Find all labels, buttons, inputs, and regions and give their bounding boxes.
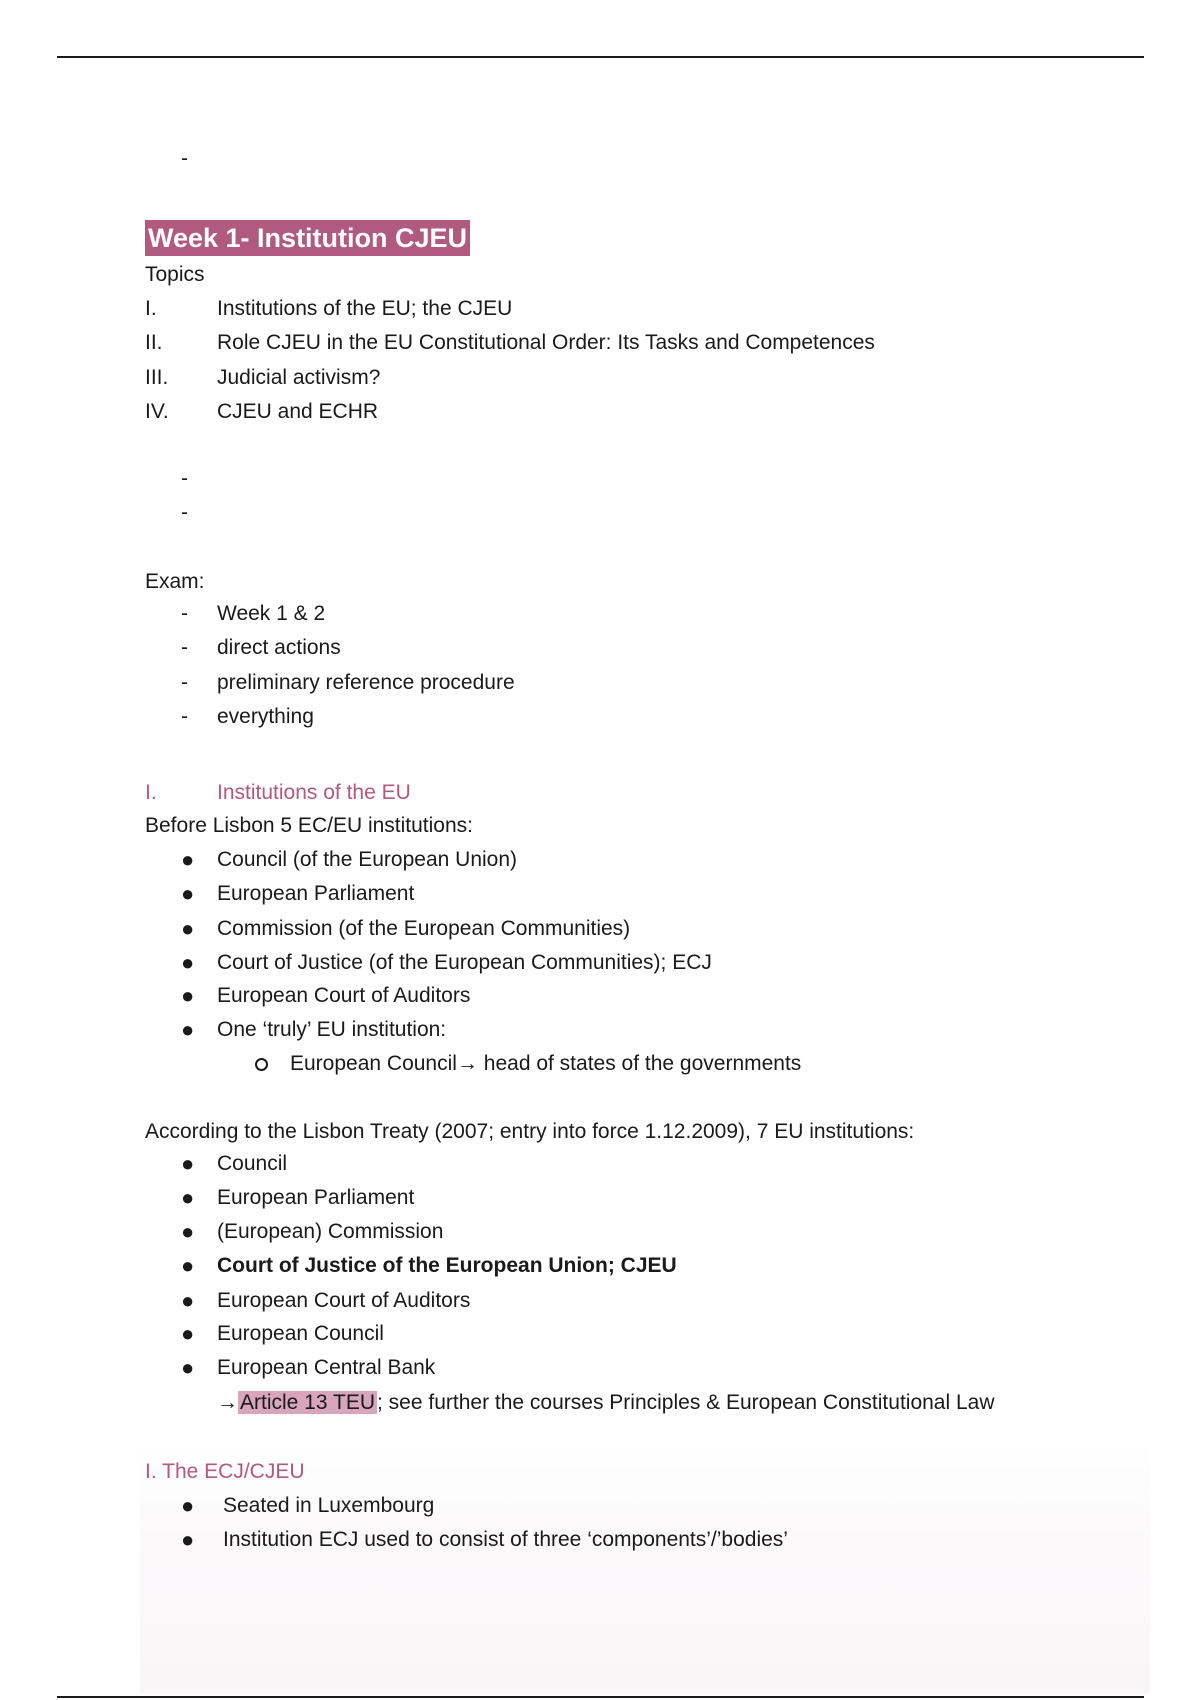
top-rule bbox=[57, 56, 1144, 58]
section-heading: Institutions of the EU bbox=[217, 781, 411, 804]
topic-item: Institutions of the EU; the CJEU bbox=[217, 297, 513, 320]
bullet-icon: ● bbox=[181, 1288, 195, 1313]
bullet-icon: ● bbox=[181, 1219, 195, 1244]
exam-item: everything bbox=[217, 705, 314, 728]
bottom-rule bbox=[57, 1696, 1144, 1698]
article-reference-line bbox=[217, 1388, 995, 1418]
bullet-icon: ● bbox=[181, 847, 195, 872]
bullet-icon: ● bbox=[181, 1185, 195, 1210]
topic-item: CJEU and ECHR bbox=[217, 400, 379, 423]
list-item: Court of Justice (of the European Communities); ECJ bbox=[217, 951, 712, 974]
list-item: Council bbox=[217, 1152, 288, 1175]
article-13-teu-highlight: Article 13 TEU bbox=[240, 1391, 375, 1414]
topic-number: IV. bbox=[145, 400, 169, 423]
topic-item: Judicial activism? bbox=[217, 366, 381, 389]
topic-number: II. bbox=[145, 331, 163, 354]
list-item: European Court of Auditors bbox=[217, 984, 471, 1007]
bullet-icon: ● bbox=[181, 1017, 195, 1042]
list-dash: - bbox=[181, 671, 188, 694]
topic-number: I. bbox=[145, 297, 157, 320]
section-number: I. bbox=[145, 781, 157, 804]
exam-item: direct actions bbox=[217, 636, 341, 659]
bullet-icon: ● bbox=[181, 1493, 195, 1518]
bullet-icon: ● bbox=[181, 1151, 195, 1176]
list-dash: - bbox=[181, 636, 188, 659]
list-item: Commission (of the European Communities) bbox=[217, 917, 631, 940]
list-item: European Parliament bbox=[217, 882, 415, 905]
list-dash: - bbox=[181, 705, 188, 728]
list-item: European Central Bank bbox=[217, 1356, 436, 1379]
bullet-icon: ● bbox=[181, 881, 195, 906]
topics-heading: Topics bbox=[145, 263, 205, 286]
bullet-icon: ● bbox=[181, 1253, 195, 1278]
bullet-icon: ● bbox=[181, 983, 195, 1008]
arrow-icon: → bbox=[217, 1391, 238, 1414]
semicolon: ; bbox=[377, 1391, 383, 1414]
stray-dash: - bbox=[181, 147, 188, 170]
bullet-icon: ● bbox=[181, 950, 195, 975]
exam-item: preliminary reference procedure bbox=[217, 671, 515, 694]
topic-item: Role CJEU in the EU Constitutional Order: Its Tasks and Competences bbox=[217, 331, 875, 354]
bullet-icon: ● bbox=[181, 1321, 195, 1346]
page-title: Week 1- Institution CJEU bbox=[145, 220, 470, 256]
before-lisbon-intro: Before Lisbon 5 EC/EU institutions: bbox=[145, 814, 474, 837]
stray-dash: - bbox=[181, 467, 188, 490]
article-reference-rest: see further the courses Principles & European Constitutional Law bbox=[382, 1391, 995, 1414]
list-item: European Court of Auditors bbox=[217, 1289, 471, 1312]
exam-heading: Exam: bbox=[145, 570, 205, 593]
exam-item: Week 1 & 2 bbox=[217, 602, 326, 625]
list-dash: - bbox=[181, 602, 188, 625]
stray-dash: - bbox=[181, 501, 188, 524]
lisbon-intro: According to the Lisbon Treaty (2007; entry into force 1.12.2009), 7 EU institutions: bbox=[145, 1120, 915, 1143]
list-item: European Parliament bbox=[217, 1186, 415, 1209]
list-item: Seated in Luxembourg bbox=[223, 1494, 435, 1517]
topic-number: III. bbox=[145, 366, 169, 389]
list-item: Institution ECJ used to consist of three ‘components’/’bodies’ bbox=[223, 1528, 788, 1551]
list-item: European Council bbox=[217, 1322, 384, 1345]
list-item-cjeu: Court of Justice of the European Union; CJEU bbox=[217, 1254, 677, 1277]
list-item: Council (of the European Union) bbox=[217, 848, 518, 871]
bullet-icon: ● bbox=[181, 1527, 195, 1552]
list-item: (European) Commission bbox=[217, 1220, 444, 1243]
bullet-icon: ● bbox=[181, 916, 195, 941]
ecj-section-heading: I. The ECJ/CJEU bbox=[145, 1460, 305, 1483]
bullet-icon: ● bbox=[181, 1355, 195, 1380]
list-item: One ‘truly’ EU institution: bbox=[217, 1018, 447, 1041]
hollow-bullet-icon bbox=[255, 1058, 268, 1071]
sub-list-item: European Council→ head of states of the governments bbox=[290, 1052, 802, 1075]
